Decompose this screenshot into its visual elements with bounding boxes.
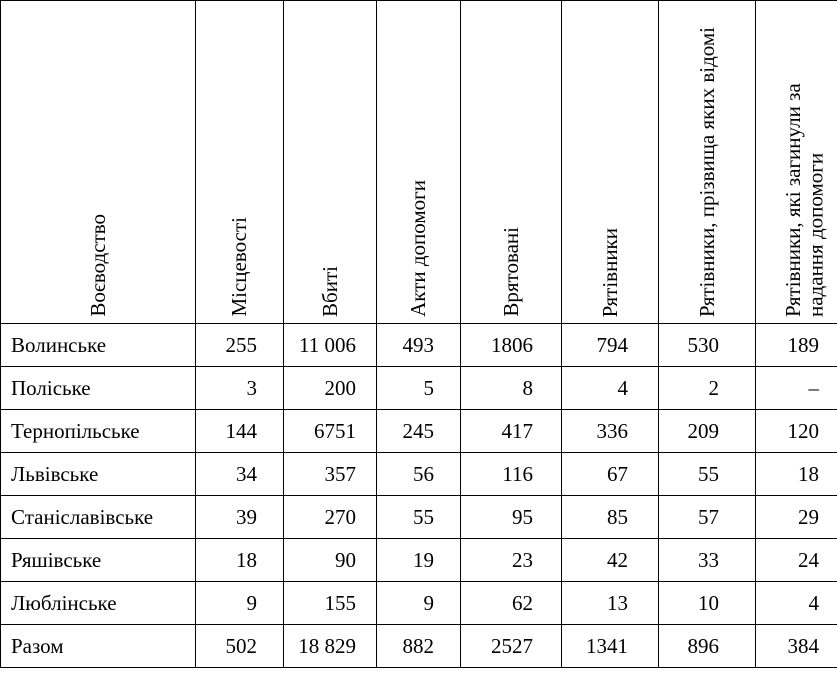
value-cell: 90 (284, 539, 377, 582)
value-cell: 55 (377, 496, 461, 539)
value-cell: 13 (562, 582, 659, 625)
value-cell: 56 (377, 453, 461, 496)
value-cell: 11 006 (284, 324, 377, 367)
value-cell: 189 (756, 324, 837, 367)
value-cell: 5 (377, 367, 461, 410)
value-cell: 155 (284, 582, 377, 625)
value-cell: 6751 (284, 410, 377, 453)
header-rescuers-known-label: Рятівники, прізвища яких відомі (694, 26, 719, 317)
header-rescuers-known (659, 1, 756, 324)
value-cell: 4 (756, 582, 837, 625)
value-cell: 57 (659, 496, 756, 539)
region-name-cell: Станіславівське (1, 496, 196, 539)
value-cell: 357 (284, 453, 377, 496)
value-cell: 2527 (461, 625, 562, 668)
table-row (1, 625, 837, 668)
value-cell: 29 (756, 496, 837, 539)
value-cell: 18 829 (284, 625, 377, 668)
table-row (1, 539, 837, 582)
value-cell: 19 (377, 539, 461, 582)
table-body (1, 324, 837, 668)
header-rescued (461, 1, 562, 324)
value-cell: 270 (284, 496, 377, 539)
table-row (1, 324, 837, 367)
value-cell: 10 (659, 582, 756, 625)
table-row (1, 367, 837, 410)
region-name-cell: Ряшівське (1, 539, 196, 582)
value-cell: 1806 (461, 324, 562, 367)
value-cell: 896 (659, 625, 756, 668)
header-acts-of-help (377, 1, 461, 324)
header-localities (196, 1, 284, 324)
value-cell: 24 (756, 539, 837, 582)
header-rescuers-died (756, 1, 837, 324)
table-row (1, 496, 837, 539)
value-cell: 200 (284, 367, 377, 410)
value-cell: 417 (461, 410, 562, 453)
header-localities-label: Місцевості (227, 217, 252, 317)
header-rescuers-died-label: Рятівники, які загинули за надання допомоги (780, 83, 828, 317)
header-acts-of-help-label: Акти допомоги (406, 180, 431, 317)
value-cell: 23 (461, 539, 562, 582)
value-cell: 9 (377, 582, 461, 625)
value-cell: 4 (562, 367, 659, 410)
header-rescuers-label: Рятівники (597, 227, 622, 317)
header-killed (284, 1, 377, 324)
value-cell: 18 (196, 539, 284, 582)
value-cell: 85 (562, 496, 659, 539)
value-cell: 209 (659, 410, 756, 453)
value-cell: 95 (461, 496, 562, 539)
table-row (1, 453, 837, 496)
value-cell: 882 (377, 625, 461, 668)
value-cell: 502 (196, 625, 284, 668)
header-row (1, 1, 837, 324)
value-cell: 1341 (562, 625, 659, 668)
value-cell: 42 (562, 539, 659, 582)
value-cell: 384 (756, 625, 837, 668)
value-cell: 255 (196, 324, 284, 367)
value-cell: 794 (562, 324, 659, 367)
value-cell: 245 (377, 410, 461, 453)
value-cell: 55 (659, 453, 756, 496)
value-cell: 33 (659, 539, 756, 582)
header-region (1, 1, 196, 324)
header-rescued-label: Врятовані (498, 227, 523, 317)
value-cell: 9 (196, 582, 284, 625)
table-row (1, 582, 837, 625)
region-name-cell: Тернопільське (1, 410, 196, 453)
value-cell: 39 (196, 496, 284, 539)
value-cell: 67 (562, 453, 659, 496)
value-cell: 120 (756, 410, 837, 453)
value-cell: 116 (461, 453, 562, 496)
region-name-cell: Поліське (1, 367, 196, 410)
value-cell: 2 (659, 367, 756, 410)
value-cell: 8 (461, 367, 562, 410)
value-cell: 34 (196, 453, 284, 496)
region-name-cell: Люблінське (1, 582, 196, 625)
value-cell: 144 (196, 410, 284, 453)
header-killed-label: Вбиті (317, 266, 342, 317)
value-cell: – (756, 367, 837, 410)
header-rescuers (562, 1, 659, 324)
region-name-cell: Разом (1, 625, 196, 668)
value-cell: 3 (196, 367, 284, 410)
value-cell: 530 (659, 324, 756, 367)
value-cell: 18 (756, 453, 837, 496)
value-cell: 493 (377, 324, 461, 367)
header-region-label: Воєводство (85, 214, 110, 317)
region-name-cell: Львівське (1, 453, 196, 496)
value-cell: 62 (461, 582, 562, 625)
value-cell: 336 (562, 410, 659, 453)
table-row (1, 410, 837, 453)
region-name-cell: Волинське (1, 324, 196, 367)
